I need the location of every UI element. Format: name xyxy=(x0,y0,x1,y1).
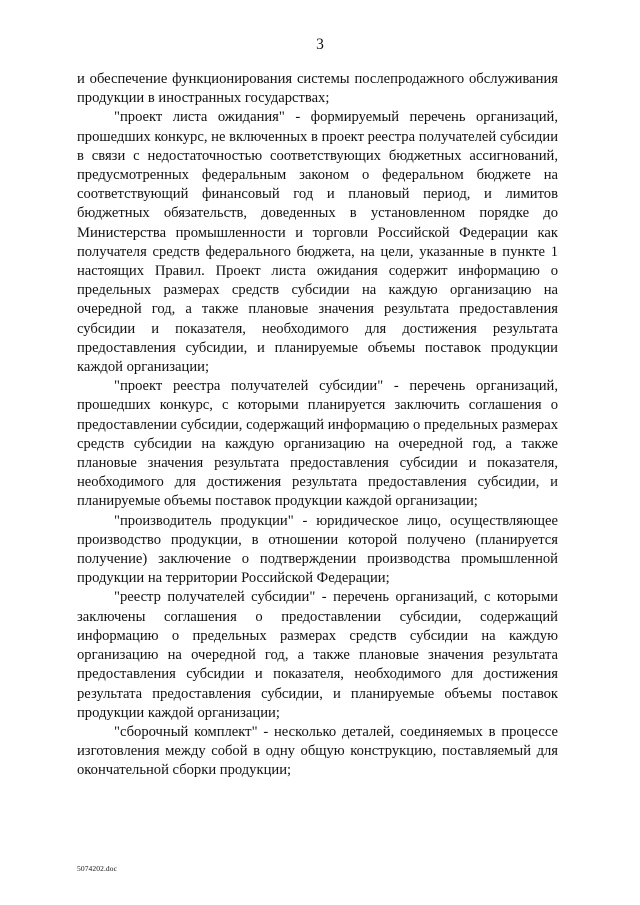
document-body xyxy=(77,70,558,781)
page-number: 3 xyxy=(316,36,324,53)
paragraph-recipient-registry: "реестр получателей субсидии" - перечень организаций, с которыми заключены соглашения о предоставлении субсидии, содержащий информацию о предельных размерах средств субсидии на каждую организацию на очередной год, а также плановые значения результата предоставления субсидии и показателя, необходимого для достижения результата предоставления субсидии, и планируемые объемы поставок продукции каждой организации; xyxy=(77,589,558,721)
paragraph-product-manufacturer: "производитель продукции" - юридическое лицо, осуществляющее производство продукции, в отношении которой получено (планируется получение) заключение о подтверждении производства промышленной продукции на территории Российской Федерации; xyxy=(77,512,558,587)
paragraph-waiting-list-draft: "проект листа ожидания" - формируемый перечень организаций, прошедших конкурс, не включенных в проект реестра получателей субсидии в связи с недостаточностью соответствующих бюджетных ассигнований, предусмотренных федеральным законом о федеральном бюджете на соответствующий финансовый год и плановый период, и лимитов бюджетных обязательств, доведенных в установленном порядке до Министерства промышленности и торговли Российской Федерации как получателя средств федерального бюджета, на цели, указанные в пункте 1 настоящих Правил. Проект листа ожидания содержит информацию о предельных размерах средств субсидии на каждую организацию на очередной год, а также плановые значения результата предоставления субсидии и показателя, необходимого для достижения результата предоставления субсидии, и планируемые объемы поставок продукции каждой организации; xyxy=(77,109,558,376)
paragraph-assembly-kit: "сборочный комплект" - несколько деталей, соединяемых в процессе изготовления между собой в одну общую конструкцию, поставляемый для окончательной сборки продукции; xyxy=(77,723,558,779)
paragraph-continuation: и обеспечение функционирования системы послепродажного обслуживания продукции в иностранных государствах; xyxy=(77,71,558,107)
document-file-code: 5074202.doc xyxy=(77,864,118,873)
paragraph-recipient-registry-draft: "проект реестра получателей субсидии" - перечень организаций, прошедших конкурс, с которыми планируется заключить соглашения о предоставлении субсидии, содержащий информацию о предельных размерах средств субсидии на каждую организацию на очередной год, а также плановые значения результата предоставления субсидии и показателя, необходимого для достижения результата предоставления субсидии, и планируемые объемы поставок продукции каждой организации; xyxy=(77,378,558,510)
